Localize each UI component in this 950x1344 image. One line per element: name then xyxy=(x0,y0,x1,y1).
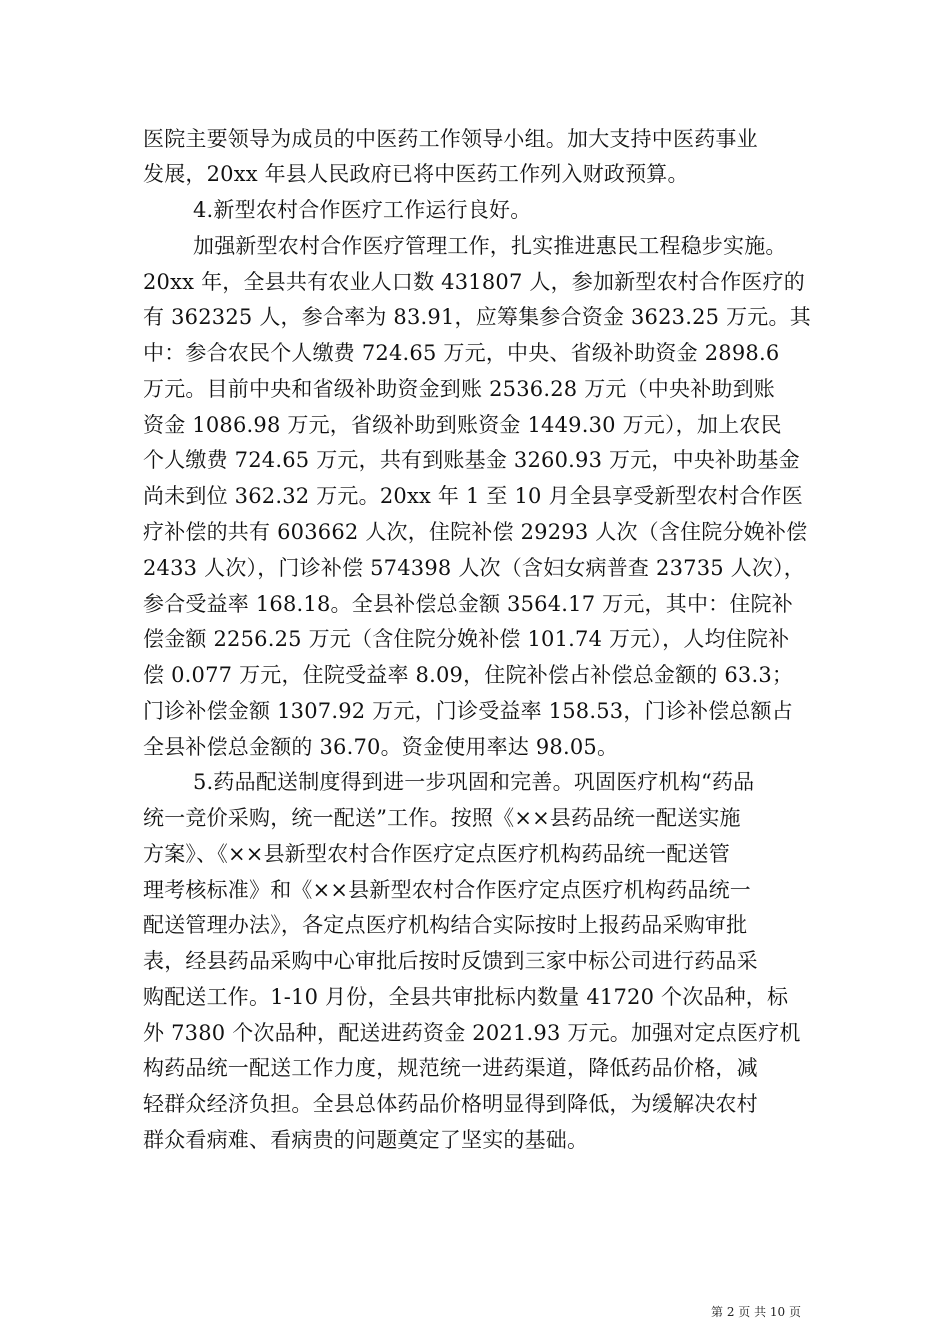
text-line: 全县补偿总金额的 36.70。资金使用率达 98.05。 xyxy=(143,735,619,759)
text-line: 个人缴费 724.65 万元，共有到账基金 3260.93 万元，中央补助基金 xyxy=(143,448,800,472)
text-line: 偿金额 2256.25 万元（含住院分娩补偿 101.74 万元），人均住院补 xyxy=(143,627,790,651)
page-number-footer: 第 2 页 共 10 页 xyxy=(711,1305,801,1319)
text-line: 2433 人次），门诊补偿 574398 人次（含妇女病普查 23735 人次）， xyxy=(143,556,805,580)
text-line: 配送管理办法》，各定点医疗机构结合实际按时上报药品采购审批 xyxy=(143,913,748,937)
text-line: 尚未到位 362.32 万元。20xx 年 1 至 10 月全县享受新型农村合作医 xyxy=(143,484,803,508)
text-line: 发展，20xx 年县人民政府已将中医药工作列入财政预算。 xyxy=(143,162,689,186)
text-line: 群众看病难、看病贵的问题奠定了坚实的基础。 xyxy=(143,1128,589,1152)
text-line: 参合受益率 168.18。全县补偿总金额 3564.17 万元，其中：住院补 xyxy=(143,592,793,616)
text-line: 疗补偿的共有 603662 人次，住院补偿 29293 人次（含住院分娩补偿 xyxy=(143,520,808,544)
text-line: 表，经县药品采购中心审批后按时反馈到三家中标公司进行药品采 xyxy=(143,949,758,973)
section-heading: 5.药品配送制度得到进一步巩固和完善。巩固医疗机构“药品 xyxy=(193,770,755,794)
text-line: 外 7380 个次品种，配送进药资金 2021.93 万元。加强对定点医疗机 xyxy=(143,1021,801,1045)
text-line: 方案》、《××县新型农村合作医疗定点医疗机构药品统一配送管 xyxy=(143,842,730,866)
text-line: 购配送工作。1-10 月份，全县共审批标内数量 41720 个次品种，标 xyxy=(143,985,789,1009)
text-line: 构药品统一配送工作力度，规范统一进药渠道，降低药品价格，减 xyxy=(143,1056,758,1080)
text-line: 医院主要领导为成员的中医药工作领导小组。加大支持中医药事业 xyxy=(143,127,758,151)
text-line: 偿 0.077 万元，住院受益率 8.09，住院补偿占补偿总金额的 63.3； xyxy=(143,663,794,687)
section-heading: 4.新型农村合作医疗工作运行良好。 xyxy=(193,198,532,222)
text-line: 理考核标准》和《××县新型农村合作医疗定点医疗机构药品统一 xyxy=(143,878,751,902)
text-line: 门诊补偿金额 1307.92 万元，门诊受益率 158.53，门诊补偿总额占 xyxy=(143,699,793,723)
text-line: 中：参合农民个人缴费 724.65 万元，中央、省级补助资金 2898.6 xyxy=(143,341,780,365)
text-line: 20xx 年，全县共有农业人口数 431807 人，参加新型农村合作医疗的 xyxy=(143,270,805,294)
text-line: 万元。目前中央和省级补助资金到账 2536.28 万元（中央补助到账 xyxy=(143,377,775,401)
text-line: 加强新型农村合作医疗管理工作，扎实推进惠民工程稳步实施。 xyxy=(193,234,787,258)
text-line: 有 362325 人，参合率为 83.91，应筹集参合资金 3623.25 万元。其 xyxy=(143,305,811,329)
text-line: 资金 1086.98 万元，省级补助到账资金 1449.30 万元），加上农民 xyxy=(143,413,782,437)
text-line: 统一竞价采购，统一配送”工作。按照《××县药品统一配送实施 xyxy=(143,806,741,830)
text-line: 轻群众经济负担。全县总体药品价格明显得到降低，为缓解决农村 xyxy=(143,1092,758,1116)
